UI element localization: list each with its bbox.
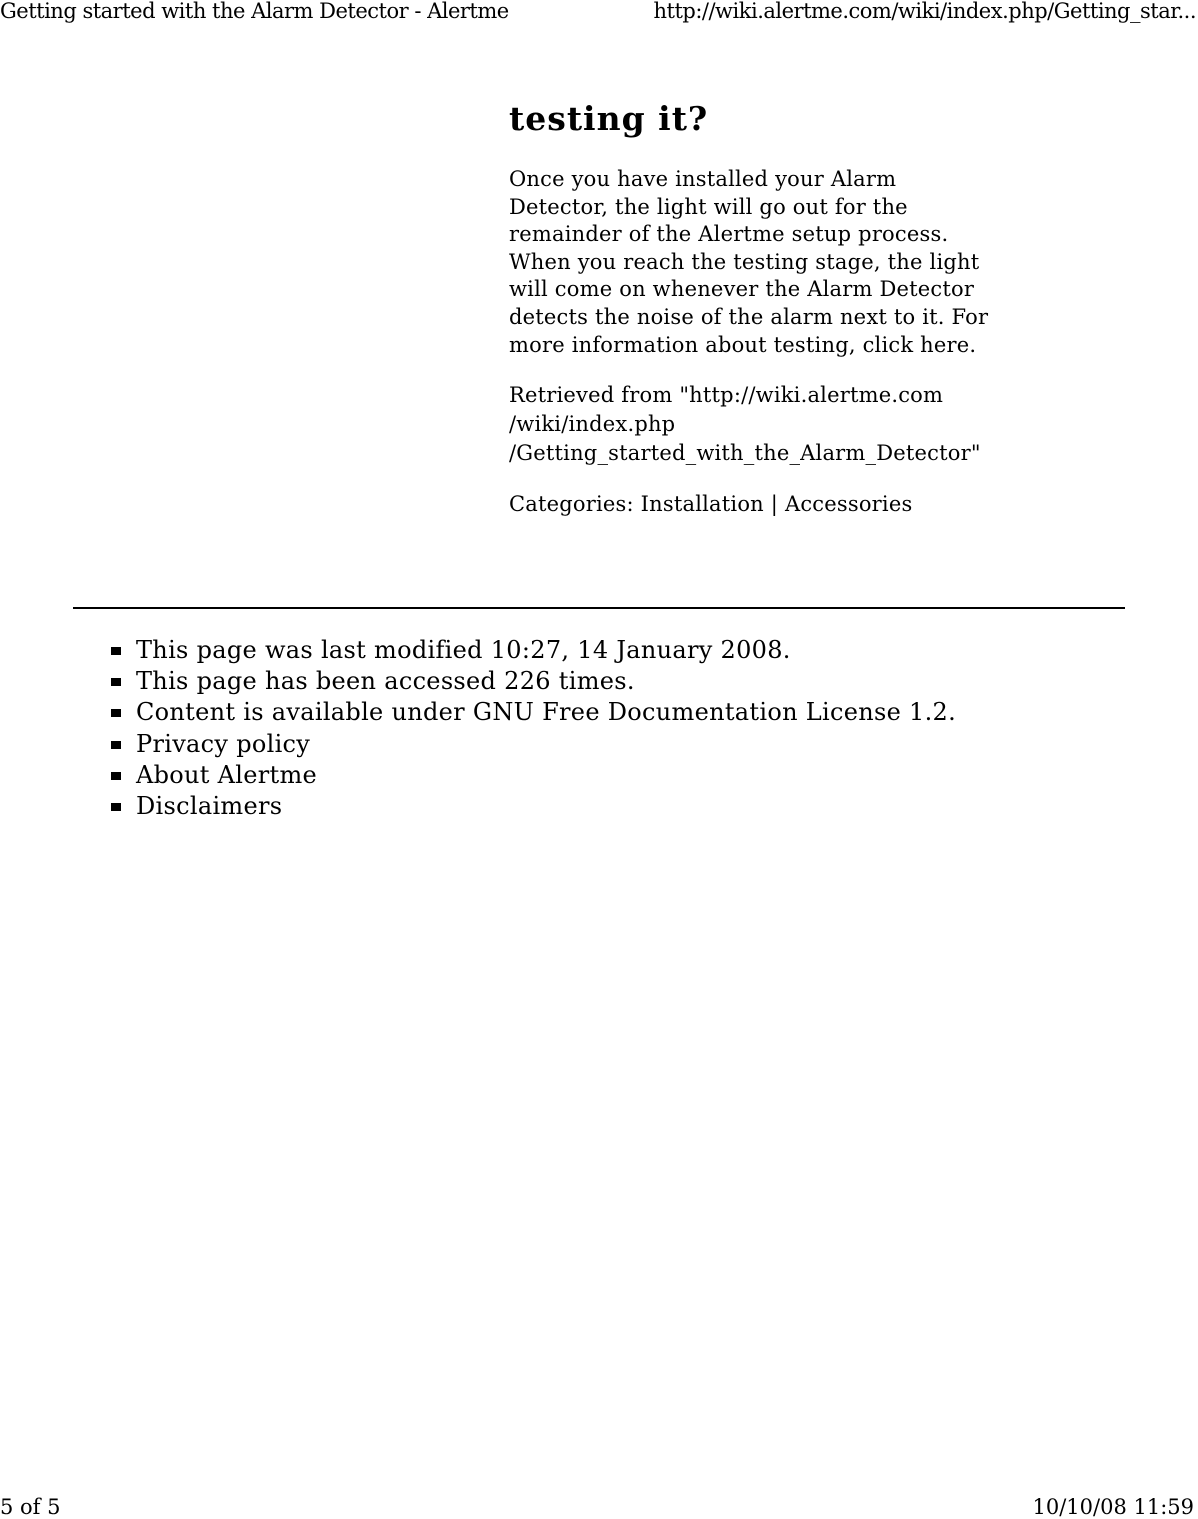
footer-item-access-count xyxy=(111,666,956,697)
footer-item-text[interactable]: Privacy policy xyxy=(136,729,311,758)
footer-item-license[interactable] xyxy=(111,697,956,728)
print-datetime: 10/10/08 11:59 xyxy=(1032,1495,1194,1519)
footer-item-text[interactable]: Disclaimers xyxy=(136,792,283,821)
category-link-accessories[interactable]: Accessories xyxy=(784,492,913,517)
footer-divider xyxy=(73,607,1125,609)
square-bullet-icon xyxy=(111,803,121,811)
footer-item-text: This page has been accessed 226 times. xyxy=(136,667,635,696)
square-bullet-icon xyxy=(111,741,121,749)
body-paragraph: Once you have installed your Alarm Detector, the light will go out for the remainder of the Alertme setup process. When you reach the testing stage, the light will come on whenever the Alarm Detector detects the noise of the alarm next to it. For more information about testing, click here. xyxy=(509,167,989,357)
category-separator: | xyxy=(770,492,779,517)
footer-item-text[interactable]: About Alertme xyxy=(136,760,318,789)
footer-item-text[interactable]: Content is available under GNU Free Documentation License 1.2. xyxy=(136,698,957,727)
footer-item-privacy-policy[interactable] xyxy=(111,729,956,760)
square-bullet-icon xyxy=(111,709,121,717)
retrieved-from xyxy=(509,381,1049,468)
retrieved-line: /Getting_started_with_the_Alarm_Detector" xyxy=(509,441,981,466)
section-heading: testing it? xyxy=(509,99,709,138)
retrieved-line: Retrieved from "http://wiki.alertme.com xyxy=(509,383,944,408)
article-content xyxy=(509,97,1069,519)
footer-item-text: This page was last modified 10:27, 14 January 2008. xyxy=(136,636,791,664)
square-bullet-icon xyxy=(111,772,121,780)
print-page-number: 5 of 5 xyxy=(0,1495,61,1519)
square-bullet-icon xyxy=(111,678,121,686)
footer-item-about[interactable] xyxy=(111,760,956,791)
footer-list xyxy=(111,635,956,822)
footer-item-last-modified xyxy=(111,635,956,666)
footer-item-disclaimers[interactable] xyxy=(111,791,956,822)
print-header-title: Getting started with the Alarm Detector - Alertme xyxy=(0,0,509,23)
print-header-url: http://wiki.alertme.com/wiki/index.php/Getting_star... xyxy=(653,0,1196,23)
retrieved-line: /wiki/index.php xyxy=(509,412,676,437)
categories xyxy=(509,490,1069,519)
categories-label: Categories: xyxy=(509,492,634,517)
category-link-installation[interactable]: Installation xyxy=(640,492,764,517)
square-bullet-icon xyxy=(111,647,121,655)
